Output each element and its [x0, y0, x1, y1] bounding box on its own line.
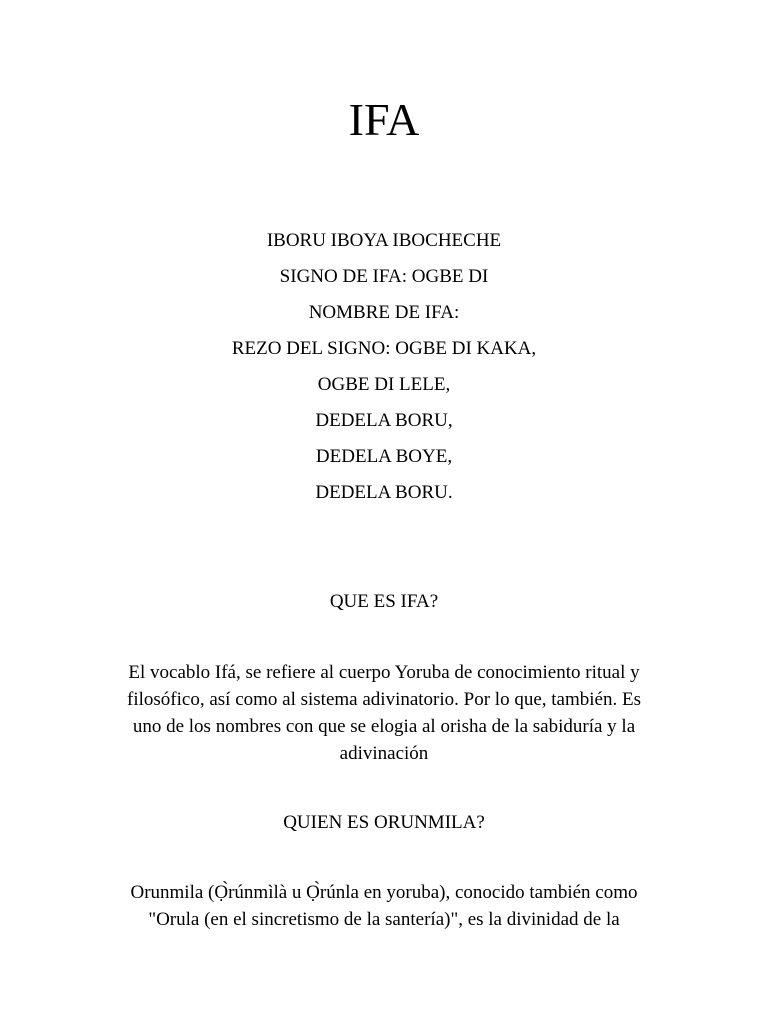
sign-header-block — [0, 228, 768, 516]
paragraph-line: uno de los nombres con que se elogia al orisha de la sabiduría y la — [132, 716, 636, 737]
header-line: SIGNO DE IFA: OGBE DI — [279, 266, 489, 287]
section-heading-quien-es-orunmila: QUIEN ES ORUNMILA? — [283, 812, 485, 833]
paragraph-line: Orunmila (Ọ̀rúnmìlà u Ọ̀rúnla en yoruba), conocido también como — [130, 882, 638, 903]
paragraph-line: "Orula (en el sincretismo de la santería)", es la divinidad de la — [148, 909, 620, 930]
header-line: DEDELA BORU. — [315, 482, 453, 503]
section-paragraph-orunmila — [100, 879, 668, 933]
header-line: OGBE DI LELE, — [317, 374, 451, 395]
section-paragraph-ifa — [100, 659, 668, 767]
document-title: IFA — [348, 94, 420, 145]
header-line: IBORU IBOYA IBOCHECHE — [266, 230, 502, 251]
header-line: NOMBRE DE IFA: — [308, 302, 460, 323]
paragraph-line: filosófico, así como al sistema adivinatorio. Por lo que, también. Es — [127, 689, 641, 710]
paragraph-line: El vocablo Ifá, se refiere al cuerpo Yoruba de conocimiento ritual y — [128, 662, 640, 683]
header-line: DEDELA BOYE, — [315, 446, 453, 467]
header-line: REZO DEL SIGNO: OGBE DI KAKA, — [231, 338, 537, 359]
paragraph-line: adivinación — [339, 743, 429, 764]
section-heading-que-es-ifa: QUE ES IFA? — [329, 591, 439, 612]
header-line: DEDELA BORU, — [315, 410, 453, 431]
